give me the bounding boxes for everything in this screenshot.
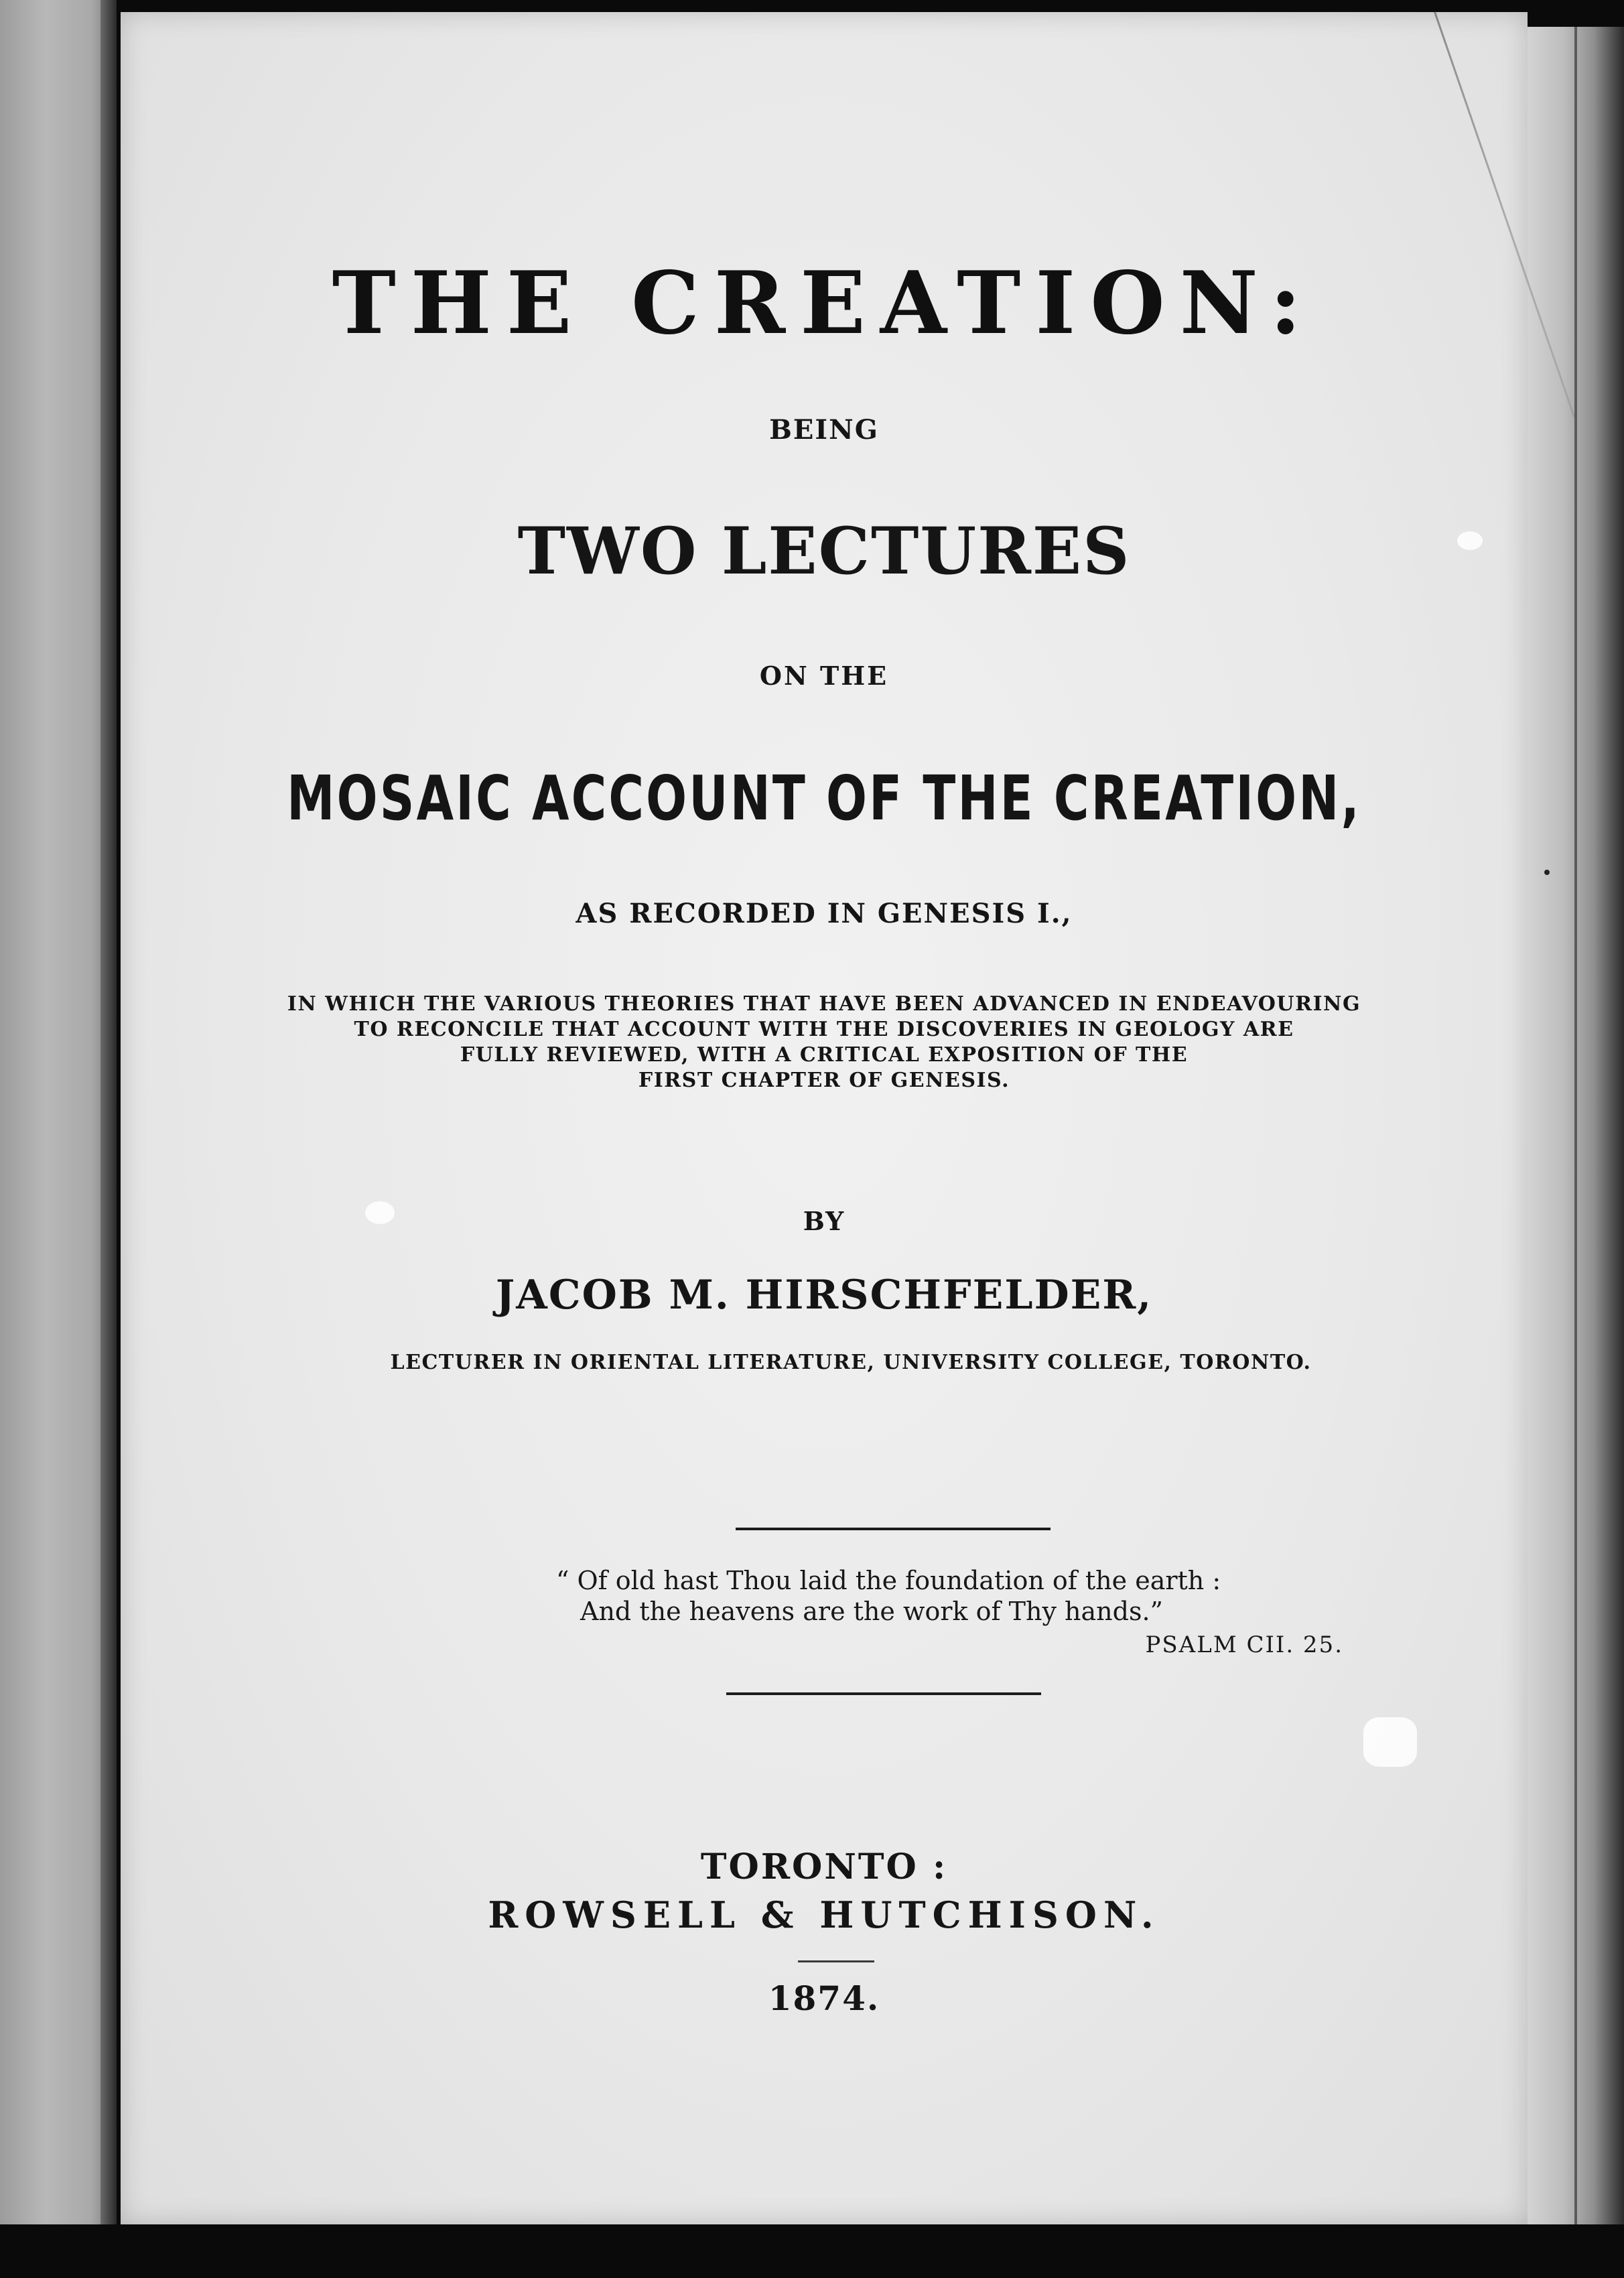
paper-spot	[1363, 1717, 1417, 1767]
right-edge-line	[1574, 27, 1577, 2231]
divider-rule	[736, 1528, 1051, 1530]
divider-rule	[726, 1692, 1041, 1695]
recorded-line: AS RECORDED IN GENESIS I.,	[576, 898, 1073, 929]
author-affiliation: LECTURER IN ORIENTAL LITERATURE, UNIVERSITY COLLEGE, TORONTO.	[390, 1351, 1312, 1374]
by-label: BY	[803, 1206, 845, 1236]
description-line: TO RECONCILE THAT ACCOUNT WITH THE DISCOVERIES IN GEOLOGY ARE	[354, 1018, 1294, 1041]
being-label: BEING	[769, 414, 879, 446]
description-line: IN WHICH THE VARIOUS THEORIES THAT HAVE BEEN ADVANCED IN ENDEAVOURING	[287, 992, 1361, 1016]
epigraph	[556, 1565, 1360, 1660]
epigraph-line: “ Of old hast Thou laid the foundation of the earth :	[556, 1566, 1221, 1595]
epigraph-line: And the heavens are the work of Thy hands.”	[580, 1597, 1163, 1626]
title-page	[121, 12, 1528, 2224]
bottom-band	[0, 2224, 1624, 2278]
imprint-place: TORONTO :	[700, 1847, 948, 1887]
description-line: FIRST CHAPTER OF GENESIS.	[638, 1069, 1010, 1092]
on-the-label: ON THE	[759, 661, 889, 691]
left-page-shadow	[100, 0, 117, 2231]
imprint-year: 1874.	[768, 1979, 880, 2018]
epigraph-source: PSALM CII. 25.	[1145, 1631, 1343, 1658]
right-page-edge	[1524, 27, 1624, 2238]
ink-speck	[1544, 870, 1550, 875]
imprint-publisher: ROWSELL & HUTCHISON.	[488, 1893, 1160, 1936]
lectures-heading: TWO LECTURES	[517, 513, 1131, 589]
description-line: FULLY REVIEWED, WITH A CRITICAL EXPOSITION OF THE	[460, 1043, 1189, 1067]
author-name: JACOB M. HIRSCHFELDER,	[495, 1272, 1153, 1319]
book-title: THE CREATION:	[332, 253, 1316, 354]
subject-heading: MOSAIC ACCOUNT OF THE CREATION,	[287, 762, 1361, 834]
description-block	[121, 992, 1528, 1093]
year-rule	[798, 1960, 874, 1962]
left-page-edge	[0, 0, 114, 2231]
